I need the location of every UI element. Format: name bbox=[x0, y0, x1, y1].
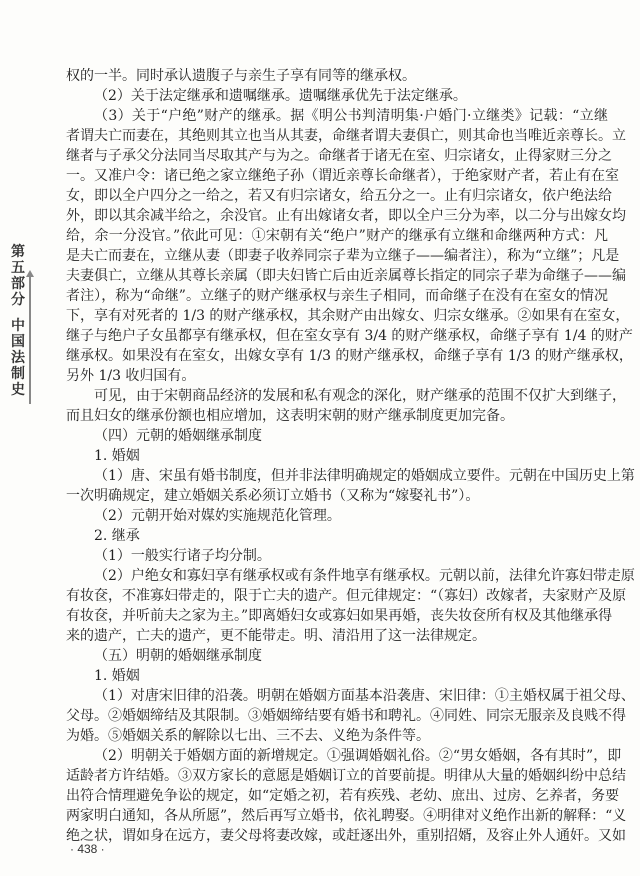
text-line: 绝之状，谓如身在远方，妻父母将妻改嫁，或赶逐出外，重别招婿，及容止外人通奸。又如 bbox=[66, 828, 626, 844]
body-text bbox=[66, 66, 635, 846]
text-line: （2）户绝女和寡妇享有继承权或有条件地享有继承权。元朝以前，法律允许寡妇带走原 bbox=[94, 568, 635, 584]
text-line: （四）元朝的婚姻继承制度 bbox=[94, 428, 262, 444]
text-line: 给，余一分没官。”依此可见：①宋朝有关“绝户”财产的继承有立继和命继两种方式：凡 bbox=[66, 228, 608, 244]
text-line: 另外 1/3 收归国有。 bbox=[66, 368, 196, 384]
text-line: 一次明确规定，建立婚姻关系必须订立婚书（又称为“嫁娶礼书”）。 bbox=[66, 488, 480, 504]
side-rule bbox=[29, 276, 31, 404]
text-line: （1）一般实行诸子均分制。 bbox=[94, 548, 271, 564]
text-line: 有妆奁，并听前夫之家为主。”即离婚妇女或寡妇如果再婚，丧失妆奁所有权及其他继承得 bbox=[66, 608, 613, 624]
text-line: 1. 婚姻 bbox=[94, 668, 140, 684]
text-line: 继者与子承父分法同当尽取其产与为之。命继者于诸无在室、归宗诸女，止得家财三分之 bbox=[66, 148, 612, 164]
part-label: 第 五 部 分 bbox=[11, 244, 25, 308]
text-line: （2）明朝关于婚姻方面的新增规定。①强调婚姻礼俗。②“男女婚姻，各有其时”，即 bbox=[94, 748, 622, 764]
text-line: 一。又准户令：诸已绝之家立继绝子孙（谓近亲尊长命继者），于绝家财产者，若止有在室 bbox=[66, 168, 619, 184]
text-line: （2）元朝开始对媒妁实施规范化管理。 bbox=[94, 508, 341, 524]
text-line: （3）关于“户绝”财产的继承。据《明公书判清明集·户婚门·立继类》记载：“立继 bbox=[94, 108, 608, 124]
text-line: 继承权。如果没有在室女，出嫁女享有 1/3 的财产继承权，命继子享有 1/3 的财产继承权， bbox=[66, 348, 633, 364]
text-line: 是夫亡而妻在，立继从妻（即妻子收养同宗子辈为立继子——编者注），称为“立继”；凡是 bbox=[66, 248, 620, 264]
text-line: 女，即以全户四分之一给之，若又有归宗诸女，给五分之一。止有归宗诸女，依户绝法给 bbox=[66, 188, 612, 204]
text-line: 来的遗产，亡夫的遗产，更不能带走。明、清沿用了这一法律规定。 bbox=[66, 628, 486, 644]
text-line: 夫妻俱亡，立继从其尊长亲属（即夫妇皆亡后由近亲属尊长指定的同宗子辈为命继子——编 bbox=[66, 268, 626, 284]
spacer bbox=[8, 308, 28, 318]
text-line: 父母。②婚姻缔结及其限制。③婚姻缔结要有婚书和聘礼。④同姓、同宗无服亲及良贱不得 bbox=[66, 708, 626, 724]
page-number: · 438 · bbox=[70, 842, 105, 856]
text-line: 者谓夫亡而妻在，其绝则其立也当从其妻，命继者谓夫妻俱亡，则其命也当唯近亲尊长。立 bbox=[66, 128, 626, 144]
text-line: 1. 婚姻 bbox=[94, 448, 140, 464]
text-line: 有妆奁，不准寡妇带走的，限于亡夫的遗产。但元律规定：“（寡妇）改嫁者，夫家财产及原 bbox=[66, 588, 627, 604]
text-line: （2）关于法定继承和遗嘱继承。遗嘱继承优先于法定继承。 bbox=[94, 88, 467, 104]
text-line: （1）唐、宋虽有婚书制度，但并非法律明确规定的婚姻成立要件。元朝在中国历史上第 bbox=[94, 468, 635, 484]
text-line: 继子与绝户子女虽都享有继承权，但在室女享有 3/4 的财产继承权，命继子享有 1/4 的财产 bbox=[66, 328, 633, 344]
text-line: 下，享有对死者的 1/3 的财产继承权，其余财产由出嫁女、归宗女继承。②如果有在室女， bbox=[66, 308, 630, 324]
text-line: 出符合情理避免争讼的规定，如“定婚之初，若有疾残、老幼、庶出、过房、乞养者，务要 bbox=[66, 788, 620, 804]
subject-label: 中 国 法 制 史 bbox=[11, 318, 25, 398]
text-line: （五）明朝的婚姻继承制度 bbox=[94, 648, 262, 664]
text-line: 而且妇女的继承份额也相应增加，这表明宋朝的财产继承制度更加完备。 bbox=[66, 408, 514, 424]
text-line: 权的一半。同时承认遗腹子与亲生子享有同等的继承权。 bbox=[66, 68, 416, 84]
text-line: 适龄者方许结婚。③双方家长的意愿是婚姻订立的首要前提。明律从大量的婚姻纠纷中总结 bbox=[66, 768, 626, 784]
text-line: 可见，由于宋朝商品经济的发展和私有观念的深化，财产继承的范围不仅扩大到继子， bbox=[94, 388, 626, 404]
text-line: （1）对唐宋旧律的沿袭。明朝在婚姻方面基本沿袭唐、宋旧律：①主婚权属于祖父母、 bbox=[94, 688, 635, 704]
section-side-tab bbox=[8, 244, 28, 398]
text-line: 为婚。⑤婚姻关系的解除以七出、三不去、义绝为条件等。 bbox=[66, 728, 430, 744]
text-line: 者注），称为“命继”。立继子的财产继承权与亲生子相同，而命继子在没有在室女的情况 bbox=[66, 288, 608, 304]
text-line: 两家明白通知，各从所愿”，然后再写立婚书，依礼聘娶。④明律对义绝作出新的解释：“义 bbox=[66, 808, 627, 824]
text-line: 2. 继承 bbox=[94, 528, 140, 544]
text-line: 外，即以其余减半给之，余没官。止有出嫁诸女者，即以全户三分为率，以二分与出嫁女均 bbox=[66, 208, 626, 224]
